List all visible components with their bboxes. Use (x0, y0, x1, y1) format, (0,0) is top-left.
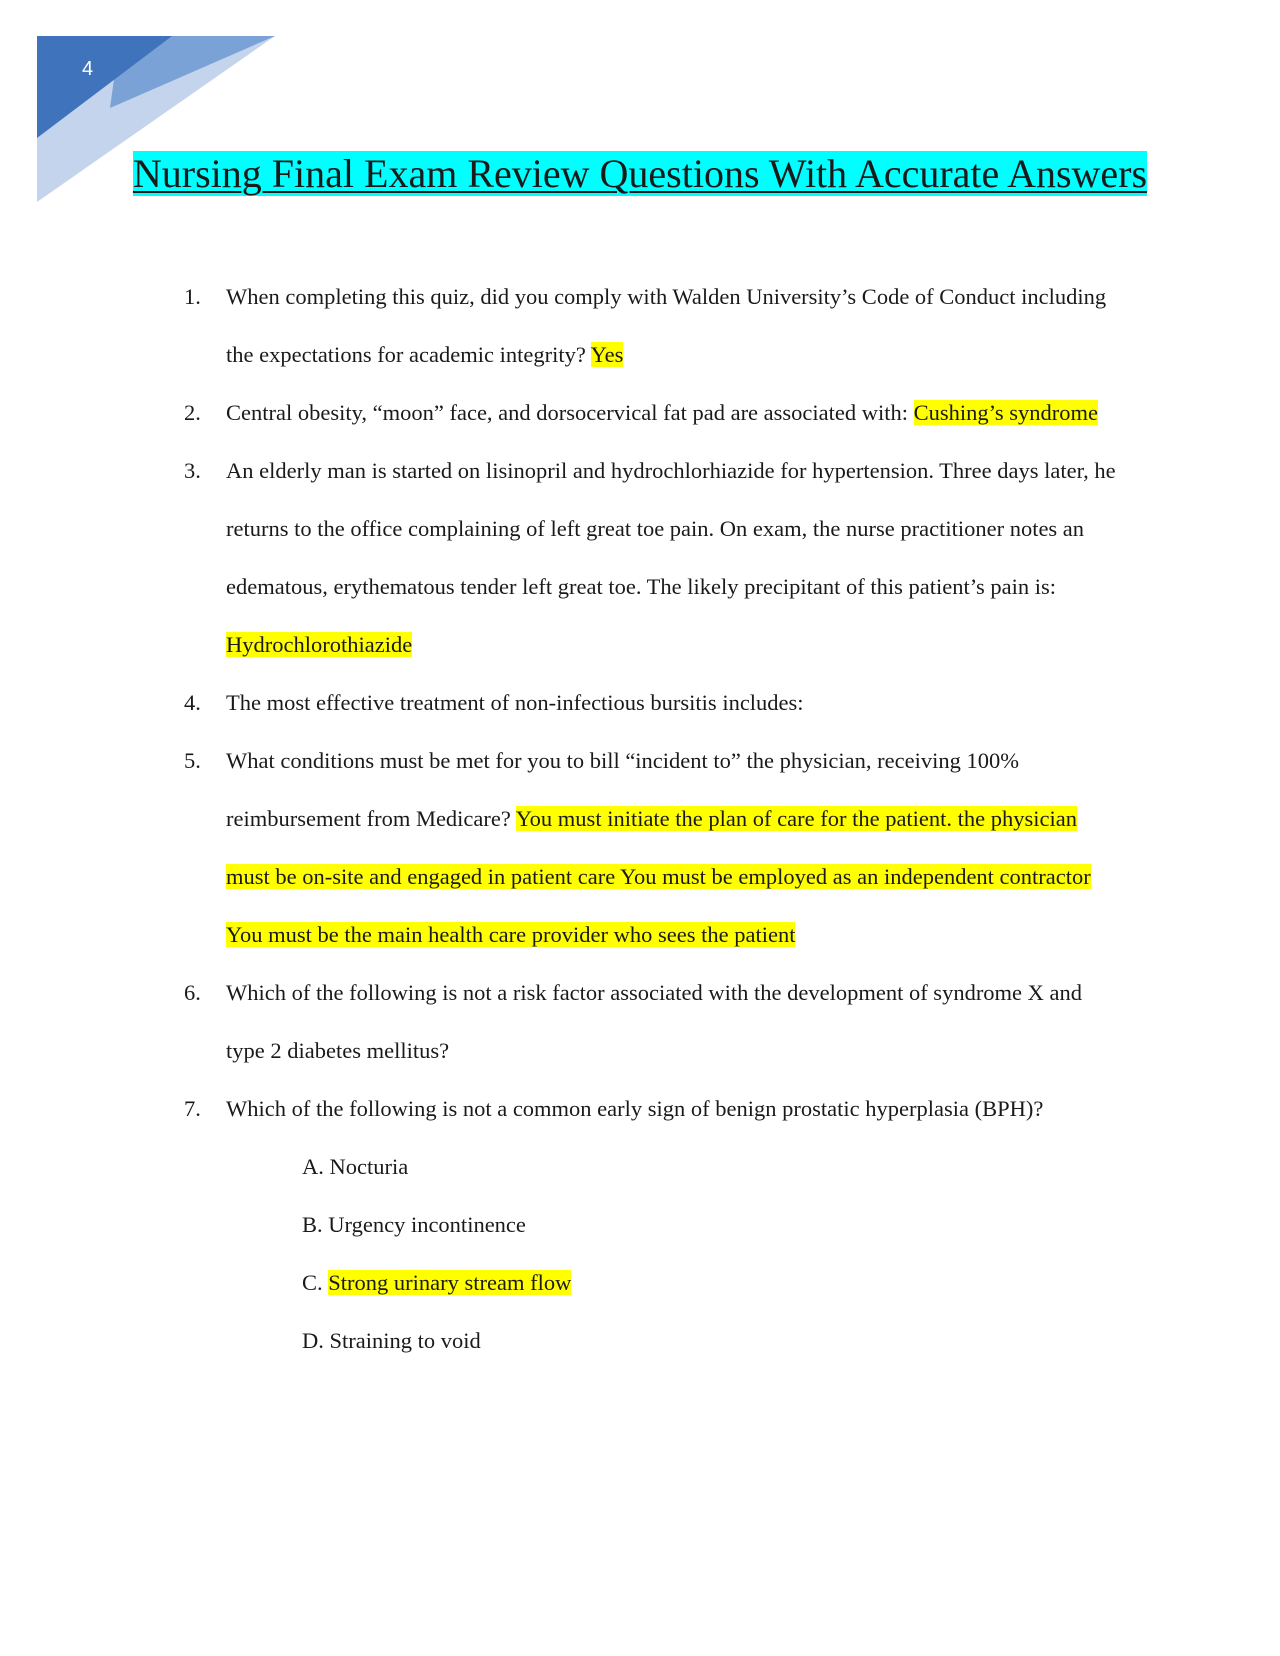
page-title-text: Nursing Final Exam Review Questions With Accurate Answers (132, 151, 1148, 196)
option-letter: D. (302, 1328, 324, 1353)
question-number: 1. (184, 284, 201, 309)
question-number: 7. (184, 1096, 201, 1121)
answer-highlight: Yes (590, 342, 624, 367)
option-letter: B. (302, 1212, 323, 1237)
answer-options (226, 1138, 1124, 1370)
answer-option (302, 1312, 1124, 1370)
question-number: 4. (184, 690, 201, 715)
option-text: Urgency incontinence (328, 1212, 526, 1237)
answer-option (302, 1138, 1124, 1196)
question-text: The most effective treatment of non-infectious bursitis includes: (226, 690, 804, 715)
question-list (184, 268, 1124, 1370)
question-number: 3. (184, 458, 201, 483)
question-item (184, 964, 1124, 1080)
question-item (184, 732, 1124, 964)
page-title (130, 150, 1150, 198)
question-item (184, 268, 1124, 384)
option-text: Nocturia (329, 1154, 409, 1179)
option-letter: C. (302, 1270, 323, 1295)
question-text: When completing this quiz, did you comply with Walden University’s Code of Conduct including the expectations for academic integrity? (226, 284, 1107, 367)
answer-option (302, 1254, 1124, 1312)
question-text: Which of the following is not a risk factor associated with the development of syndrome X and type 2 diabetes mellitus? (226, 980, 1083, 1063)
question-item (184, 674, 1124, 732)
question-item (184, 442, 1124, 674)
question-item (184, 384, 1124, 442)
question-text: Which of the following is not a common early sign of benign prostatic hyperplasia (BPH)? (226, 1096, 1044, 1121)
question-item (184, 1080, 1124, 1370)
question-text: What conditions must be met for you to bill “incident to” the physician, receiving 100% reimbursement from Medicare? (226, 748, 1019, 831)
page-number: 4 (82, 58, 94, 80)
question-number: 2. (184, 400, 201, 425)
question-number: 6. (184, 980, 201, 1005)
option-letter: A. (302, 1154, 324, 1179)
option-text-correct: Strong urinary stream flow (328, 1270, 572, 1295)
answer-highlight: You must initiate the plan of care for the patient. the physician must be on-site and engaged in patient care You must be employed as an independent contractor You must be the main health care provider who sees the patient (226, 806, 1091, 947)
question-text: An elderly man is started on lisinopril and hydrochlorhiazide for hypertension. Three days later, he returns to the office complaining of left great toe pain. On exam, the nurse practitioner notes an edematous, erythematous tender left great toe. The likely precipitant of this patient’s pain is: (226, 458, 1116, 599)
option-text: Straining to void (329, 1328, 481, 1353)
answer-highlight: Cushing’s syndrome (913, 400, 1099, 425)
question-number: 5. (184, 748, 201, 773)
answer-option (302, 1196, 1124, 1254)
question-text: Central obesity, “moon” face, and dorsocervical fat pad are associated with: (226, 400, 909, 425)
answer-highlight: Hydrochlorothiazide (226, 632, 413, 657)
